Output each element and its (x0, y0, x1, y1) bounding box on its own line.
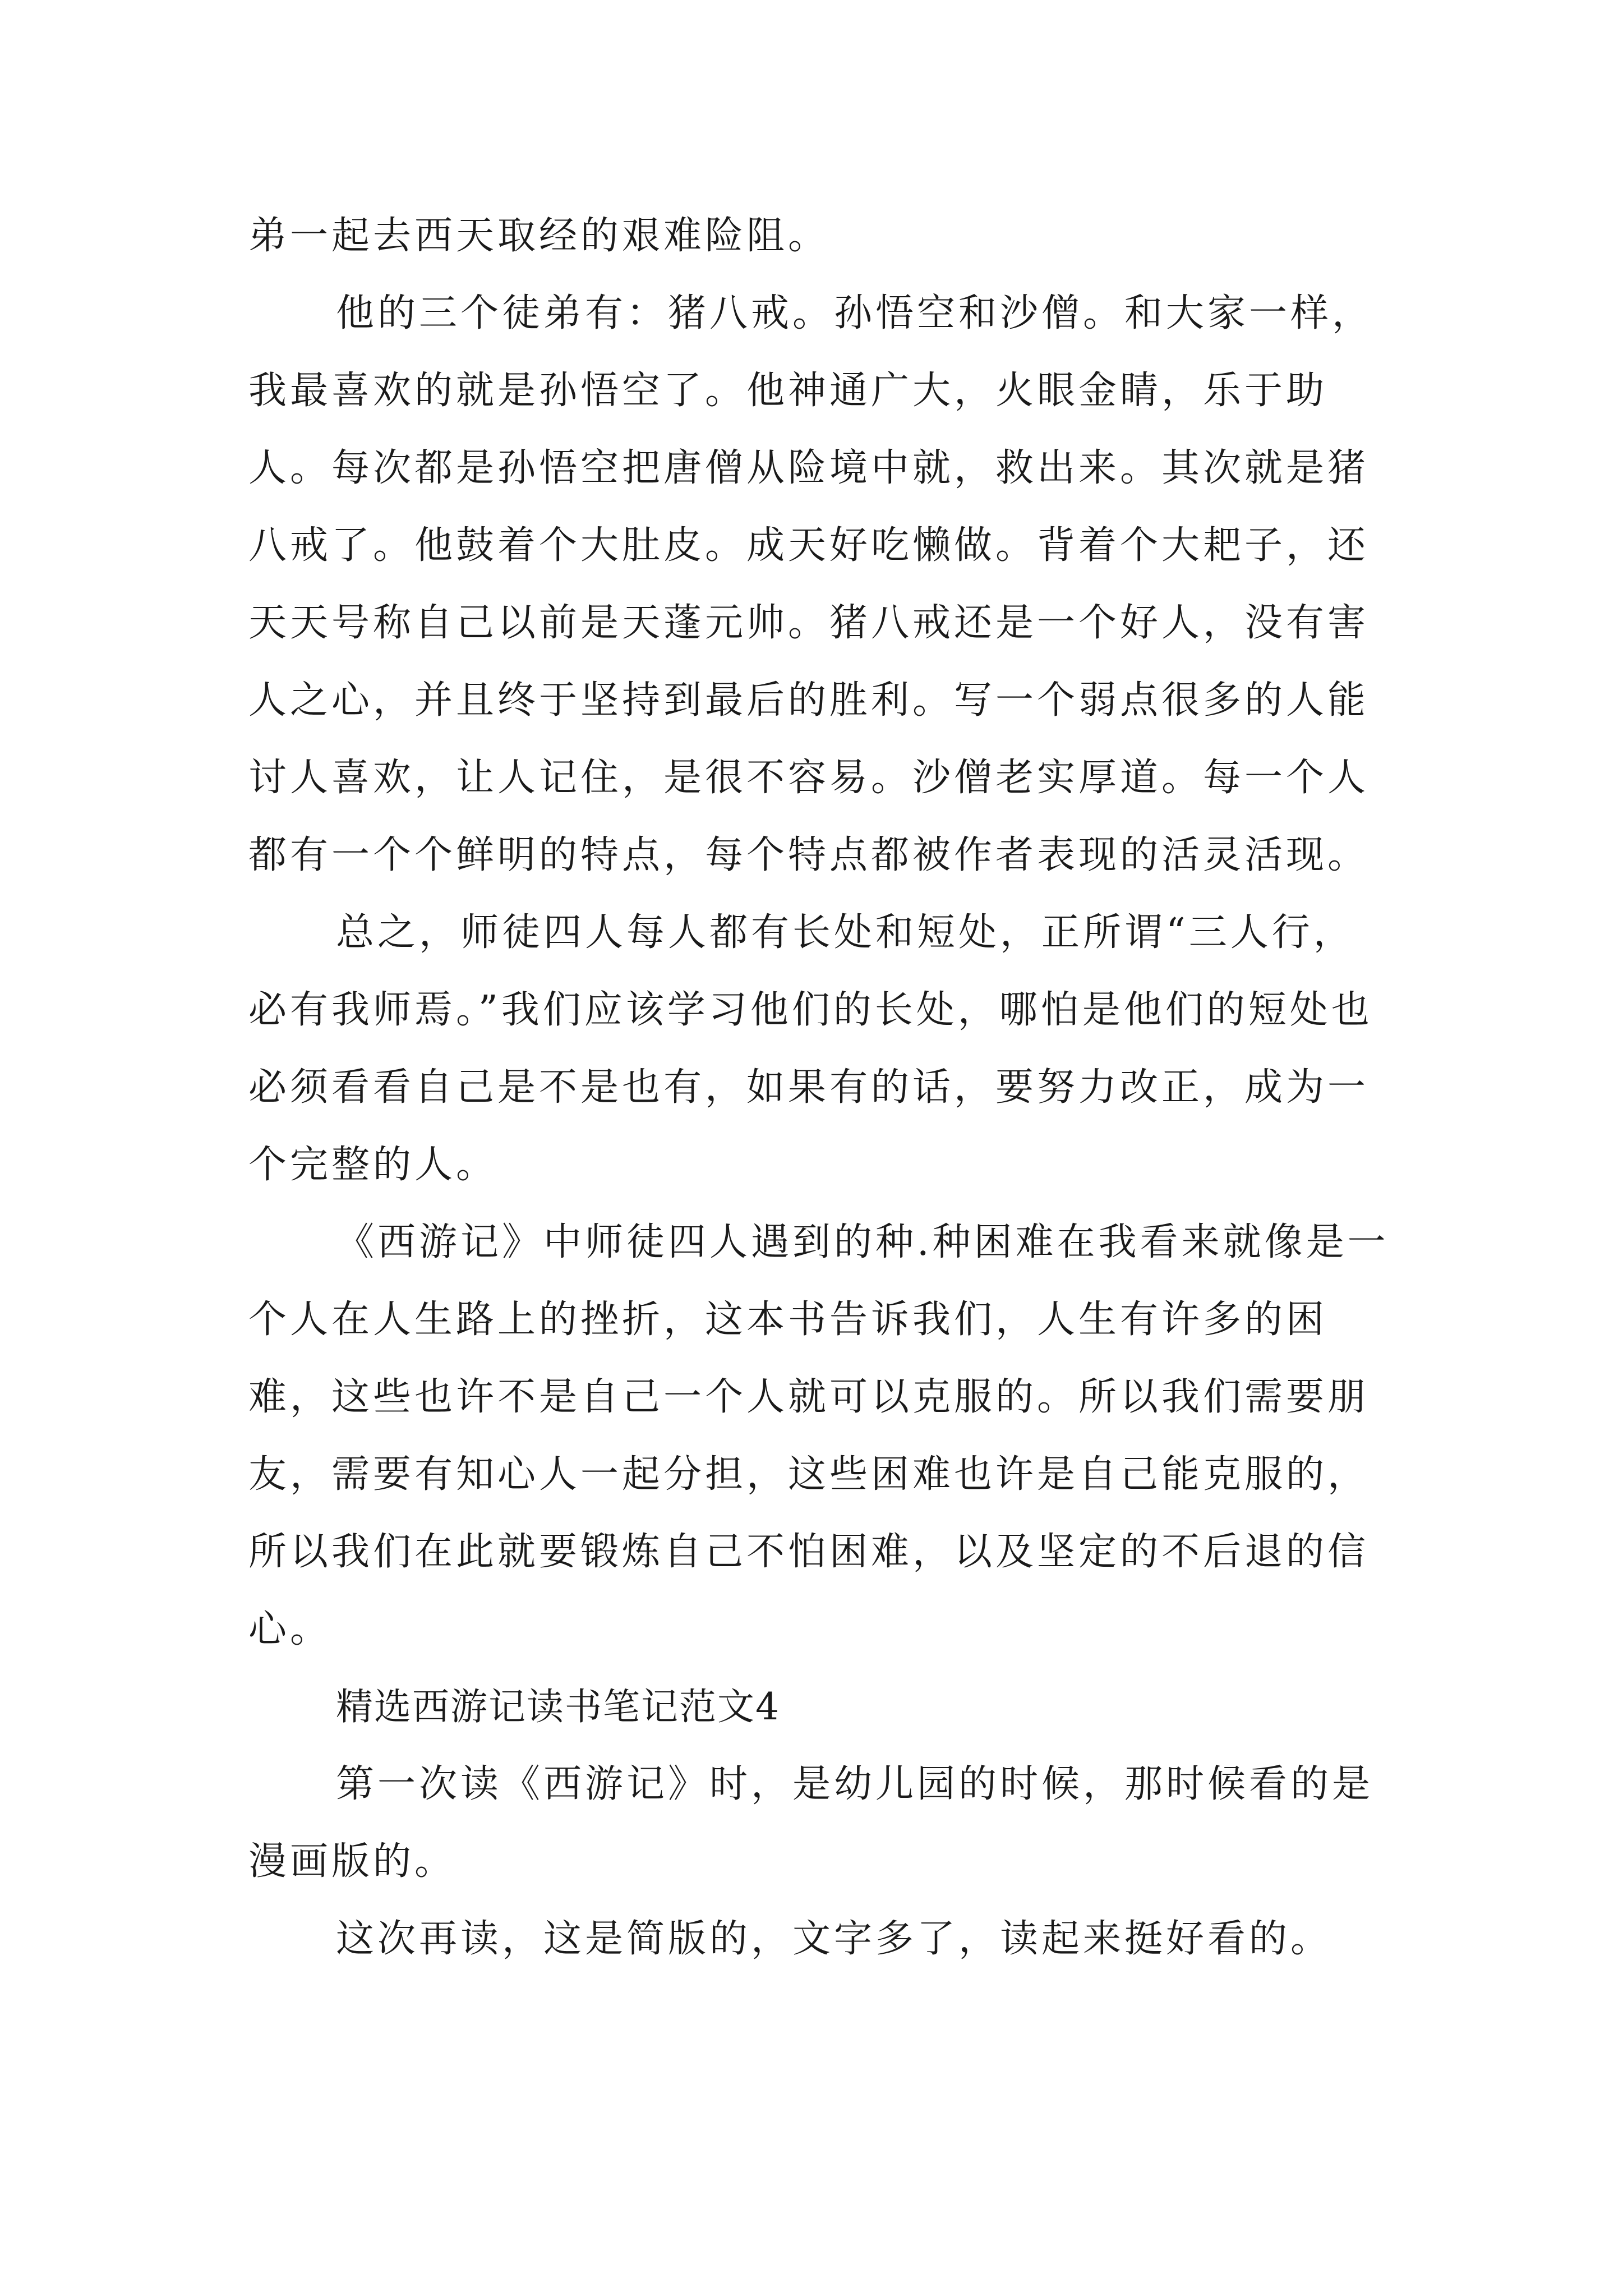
text-line: 有害人之心，并且终于坚持到最后的胜利。写一个弱点很多 (248, 601, 1370, 723)
text-line: 克服的，所以我们在此就要锻炼自己不怕困难，以及坚定的 (248, 1452, 1370, 1574)
text-line: 成为一个完整的人。 (248, 1065, 1370, 1187)
text-line: 处也必须看看自己是不是也有，如果有的话，要努力改正， (248, 988, 1373, 1110)
paragraph-4 (248, 1204, 1393, 1668)
paragraph-2 (248, 275, 1393, 894)
text-column (248, 197, 1393, 1978)
text-line: 每一个人都有一个个鲜明的特点，每个特点都被作者表现的 (248, 756, 1370, 877)
paragraph-3 (248, 894, 1393, 1204)
text-line: 的困难，这些也许不是自己一个人就可以克服的。所以我们 (248, 1297, 1328, 1419)
paragraph-6 (248, 1901, 1393, 1978)
text-line: 他的三个徒弟有：猪八戒。孙悟空和沙僧。和大家一样， (336, 291, 1374, 335)
text-line: 还天天号称自己以前是天蓬元帅。猪八戒还是一个好人，没 (248, 523, 1370, 645)
text-line: 必有我师焉。”我们应该学习他们的长处，哪怕是他们的短 (248, 988, 1290, 1032)
text-line: 弟一起去西天取经的艰难险阻。 (248, 214, 830, 258)
text-line: 是一个人在人生路上的挫折，这本书告诉我们，人生有许多 (248, 1220, 1389, 1342)
text-line: 人。每次都是孙悟空把唐僧从险境中就，救出来。其次就是 (248, 446, 1328, 490)
text-line: 《西游记》中师徒四人遇到的种.种困难在我看来就像 (336, 1220, 1306, 1264)
text-line: 我最喜欢的就是孙悟空了。他神通广大，火眼金睛，乐于助 (248, 369, 1328, 413)
section-heading: 精选西游记读书笔记范文4 (336, 1685, 780, 1728)
text-line: 猪八戒了。他鼓着个大肚皮。成天好吃懒做。背着个大耙子， (248, 446, 1370, 568)
text-line: 是漫画版的。 (248, 1762, 1374, 1884)
text-line: 活灵活现。 (1161, 833, 1370, 877)
text-line: 的人能讨人喜欢，让人记住，是很不容易。沙僧老实厚道。 (248, 678, 1370, 800)
text-line: 第一次读《西游记》时，是幼儿园的时候，那时候看的 (336, 1762, 1332, 1806)
text-line: 总之，师徒四人每人都有长处和短处，正所谓“三人行， (336, 910, 1355, 955)
text-line: 不后退的信心。 (248, 1530, 1370, 1651)
text-line: 这次再读，这是简版的，文字多了，读起来挺好看的。 (336, 1917, 1332, 1961)
paragraph-5 (248, 1746, 1393, 1901)
paragraph-1 (248, 197, 1393, 275)
text-line: 需要朋友，需要有知心人一起分担，这些困难也许是自己能 (248, 1375, 1370, 1497)
